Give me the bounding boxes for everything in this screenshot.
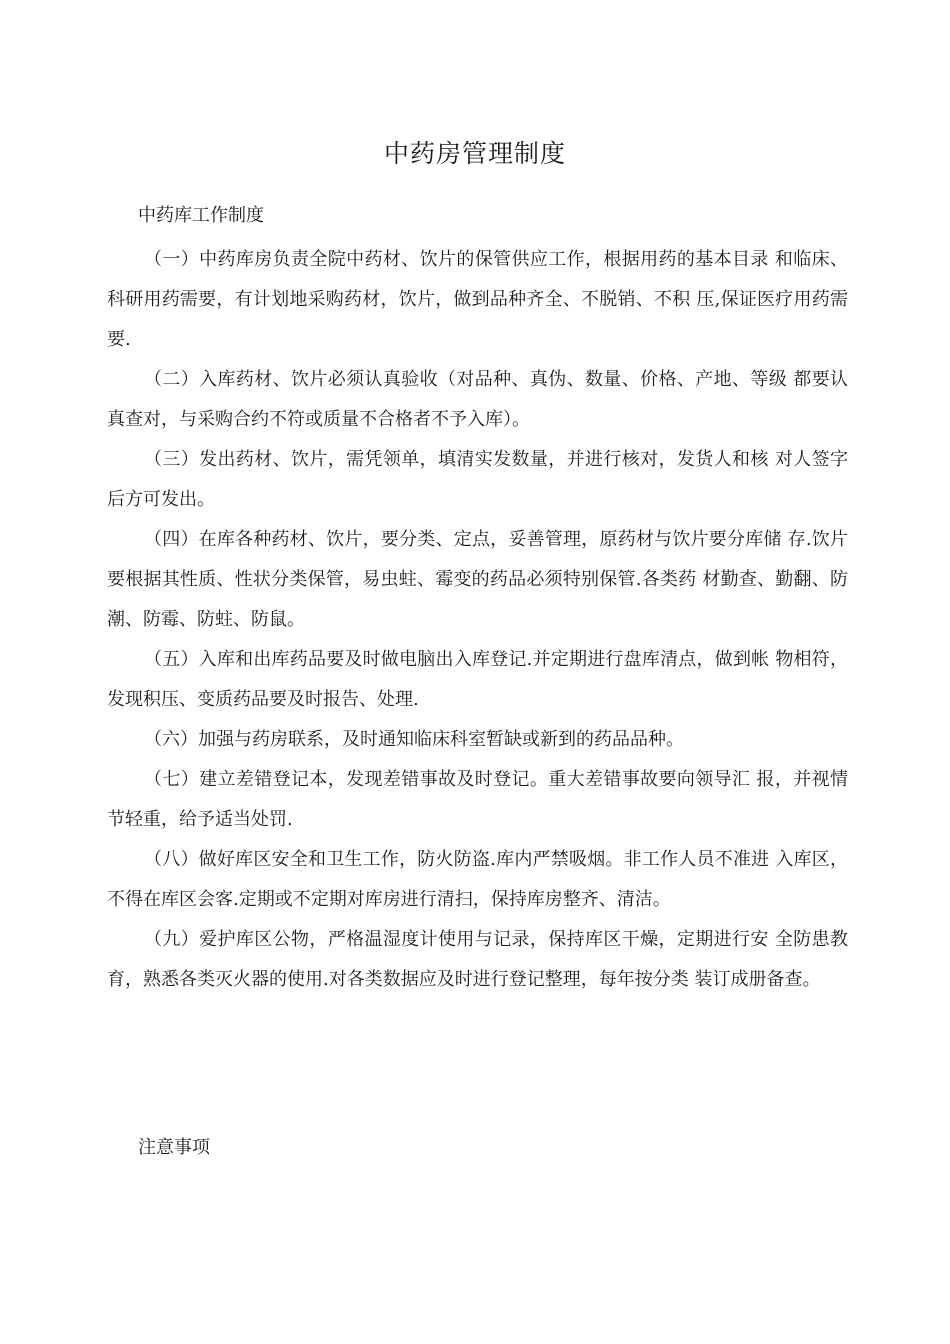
paragraph-3: （三）发出药材、饮片，需凭领单，填清实发数量，并进行核对，发货人和核 对人签字后方可发出。 [107,449,848,510]
paragraph-9: （九）爱护库区公物，严格温湿度计使用与记录，保持库区干燥，定期进行安 全防患教育，熟悉各类灭火器的使用.对各类数据应及时进行登记整理，每年按分类 装订成册备查。 [107,929,848,990]
paragraph-6: （六）加强与药房联系，及时通知临床科室暂缺或新到的药品品种。 [144,729,684,750]
closing-heading: 注意事项 [138,1137,210,1158]
paragraph-5: （五）入库和出库药品要及时做电脑出入库登记.并定期进行盘库清点，做到帐 物相符，发现积压、变质药品要及时报告、处理. [107,649,848,710]
paragraph-7: （七）建立差错登记本，发现差错事故及时登记。重大差错事故要向领导汇 报，并视情节轻重，给予适当处罚. [107,769,848,830]
paragraph-4: （四）在库各种药材、饮片，要分类、定点，妥善管理，原药材与饮片要分库储 存.饮片要根据其性质、性状分类保管，易虫蛀、霉变的药品必须特别保管.各类药 材勤查、勤翻、防潮、防霉、防蛀、防鼠。 [107,529,848,630]
paragraph-list [107,240,848,1000]
paragraph-8: （八）做好库区安全和卫生工作，防火防盗.库内严禁吸烟。非工作人员不准进 入库区，不得在库区会客.定期或不定期对库房进行清扫，保持库房整齐、清洁。 [107,849,848,910]
section-heading: 中药库工作制度 [138,205,264,226]
page-title: 中药房管理制度 [383,139,566,168]
paragraph-2: （二）入库药材、饮片必须认真验收（对品种、真伪、数量、价格、产地、等级 都要认真查对，与采购合约不符或质量不合格者不予入库）。 [107,369,848,430]
paragraph-1: （一）中药库房负责全院中药材、饮片的保管供应工作，根据用药的基本目录 和临床、科研用药需要，有计划地采购药材，饮片，做到品种齐全、不脱销、不积 压,保证医疗用药需要. [107,249,848,350]
